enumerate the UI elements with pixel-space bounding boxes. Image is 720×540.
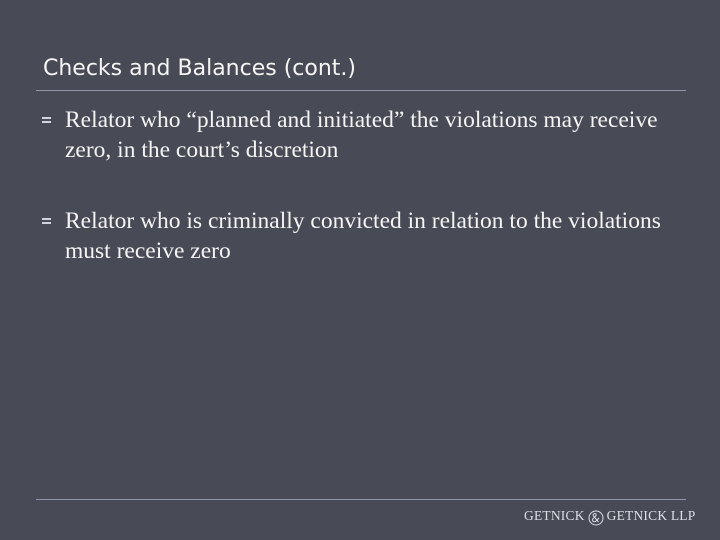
logo-right-text: GETNICK LLP [606, 508, 696, 523]
square-bullet-icon [42, 216, 51, 225]
bullet-text: Relator who is criminally convicted in relation to the violations must receive zero [65, 208, 661, 264]
slide-title: Checks and Balances (cont.) [43, 56, 356, 81]
bullet-item [38, 206, 678, 266]
company-logo [524, 505, 695, 527]
bullet-item [38, 105, 678, 165]
bullet-text: Relator who “planned and initiated” the violations may receive zero, in the court’s discretion [65, 107, 658, 163]
footer-divider [36, 499, 686, 500]
title-divider [36, 90, 686, 91]
bullet-list [38, 105, 678, 307]
square-bullet-icon [42, 115, 51, 124]
ampersand-logo-icon [586, 506, 606, 526]
logo-left-text: GETNICK [524, 508, 585, 523]
